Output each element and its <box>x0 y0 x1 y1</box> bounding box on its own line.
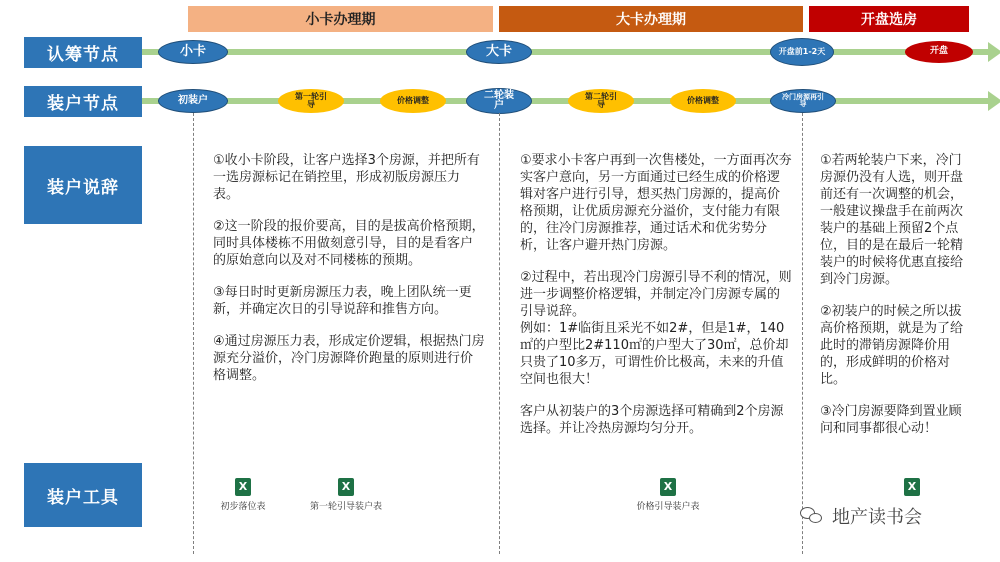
phase-small-card: 小卡办理期 <box>188 6 493 32</box>
script-paragraph: 客户从初装户的3个房源选择可精确到2个房源选择。并让冷热房源均匀分开。 <box>520 404 784 436</box>
row-label-script: 装户说辞 <box>24 146 142 224</box>
tool-label: 第一轮引导装户表 <box>309 502 382 512</box>
tool-opening-sheet[interactable] <box>862 478 962 499</box>
packing-timeline-arrow <box>142 98 992 104</box>
watermark <box>800 503 922 529</box>
row-label-tools: 装户工具 <box>24 463 142 527</box>
node-first-guide: 第一轮引导 <box>278 89 344 113</box>
subscription-timeline-arrow <box>142 49 992 55</box>
watermark-text: 地产读书会 <box>832 507 922 528</box>
node-second-guide: 第二轮引导 <box>568 89 634 113</box>
wechat-icon <box>800 507 824 525</box>
node-open: 开盘 <box>905 41 973 63</box>
excel-file-icon: X <box>660 478 676 496</box>
script-paragraph: ④通过房源压力表，形成定价逻辑，根据热门房源充分溢价，冷门房源降价跑量的原则进行价格调整。 <box>213 334 485 383</box>
script-paragraph: ①要求小卡客户再到一次售楼处，一方面再次夯实客户意向，另一方面通过已经生成的价格逻辑对客户进行引导，想买热门房源的，提高价格预期，让优质房源充分溢价，支付能力有限的，往冷门房源推荐，通过话术和优劣势分析，让客户避开热门房源。 <box>520 153 792 253</box>
node-second-round: 二轮装户 <box>466 88 532 114</box>
divider-2 <box>499 113 500 554</box>
excel-file-icon: X <box>338 478 354 496</box>
tool-label: 初步落位表 <box>220 502 266 512</box>
row-label-subscription: 认筹节点 <box>24 37 142 68</box>
node-price-adjust-1: 价格调整 <box>380 89 446 113</box>
script-paragraph: ②这一阶段的报价要高，目的是拔高价格预期，同时具体楼栋不用做刻意引导，目的是看客户的原始意向以及对不同楼栋的预期。 <box>213 219 485 268</box>
node-small-card: 小卡 <box>158 40 228 64</box>
node-initial-packing: 初装户 <box>158 89 228 113</box>
script-paragraph: ②过程中，若出现冷门房源引导不利的情况，则进一步调整价格逻辑，并制定冷门房源专属的引导说辞。 例如：1#临街且采光不如2#，但是1#，140㎡的户型比2#110㎡的户型大了30㎡，总价却只贵了10多万，可谓性价比极高，未来的升值空间也很大！ <box>520 270 792 387</box>
node-before-open: 开盘前1-2天 <box>770 38 834 66</box>
script-column-small-card <box>213 152 485 399</box>
excel-file-icon: X <box>235 478 251 496</box>
script-paragraph: ①若两轮装户下来，冷门房源仍没有人选，则开盘前还有一次调整的机会，一般建议操盘手在前两次装户的基础上预留2个点位，目的是在最后一轮精装户的时候将优惠直接给到冷门房源。 <box>820 153 964 287</box>
tool-initial-placement[interactable] <box>193 478 293 512</box>
phase-big-card: 大卡办理期 <box>499 6 803 32</box>
row-label-packing: 装户节点 <box>24 86 142 117</box>
script-column-big-card <box>520 152 792 452</box>
tool-label: 价格引导装户表 <box>636 502 700 512</box>
excel-file-icon: X <box>904 478 920 496</box>
script-paragraph: ①收小卡阶段，让客户选择3个房源，并把所有一选房源标记在销控里，形成初版房源压力表。 <box>213 153 480 202</box>
script-paragraph: ②初装户的时候之所以拔高价格预期，就是为了给此时的滞销房源降价用的，形成鲜明的价格对比。 <box>820 304 964 387</box>
node-price-adjust-2: 价格调整 <box>670 89 736 113</box>
phase-opening: 开盘选房 <box>809 6 969 32</box>
script-column-opening <box>820 152 972 452</box>
divider-3 <box>802 113 803 554</box>
script-paragraph: ③每日时时更新房源压力表，晚上团队统一更新，并确定次日的引导说辞和推售方向。 <box>213 285 472 317</box>
script-paragraph: ③冷门房源要降到置业顾问和同事都很心动！ <box>820 404 962 436</box>
node-cold-guide: 冷门房源再引导 <box>770 89 836 113</box>
tool-first-guide-sheet[interactable] <box>296 478 396 512</box>
tool-price-guide-sheet[interactable] <box>618 478 718 512</box>
node-big-card: 大卡 <box>466 40 532 64</box>
